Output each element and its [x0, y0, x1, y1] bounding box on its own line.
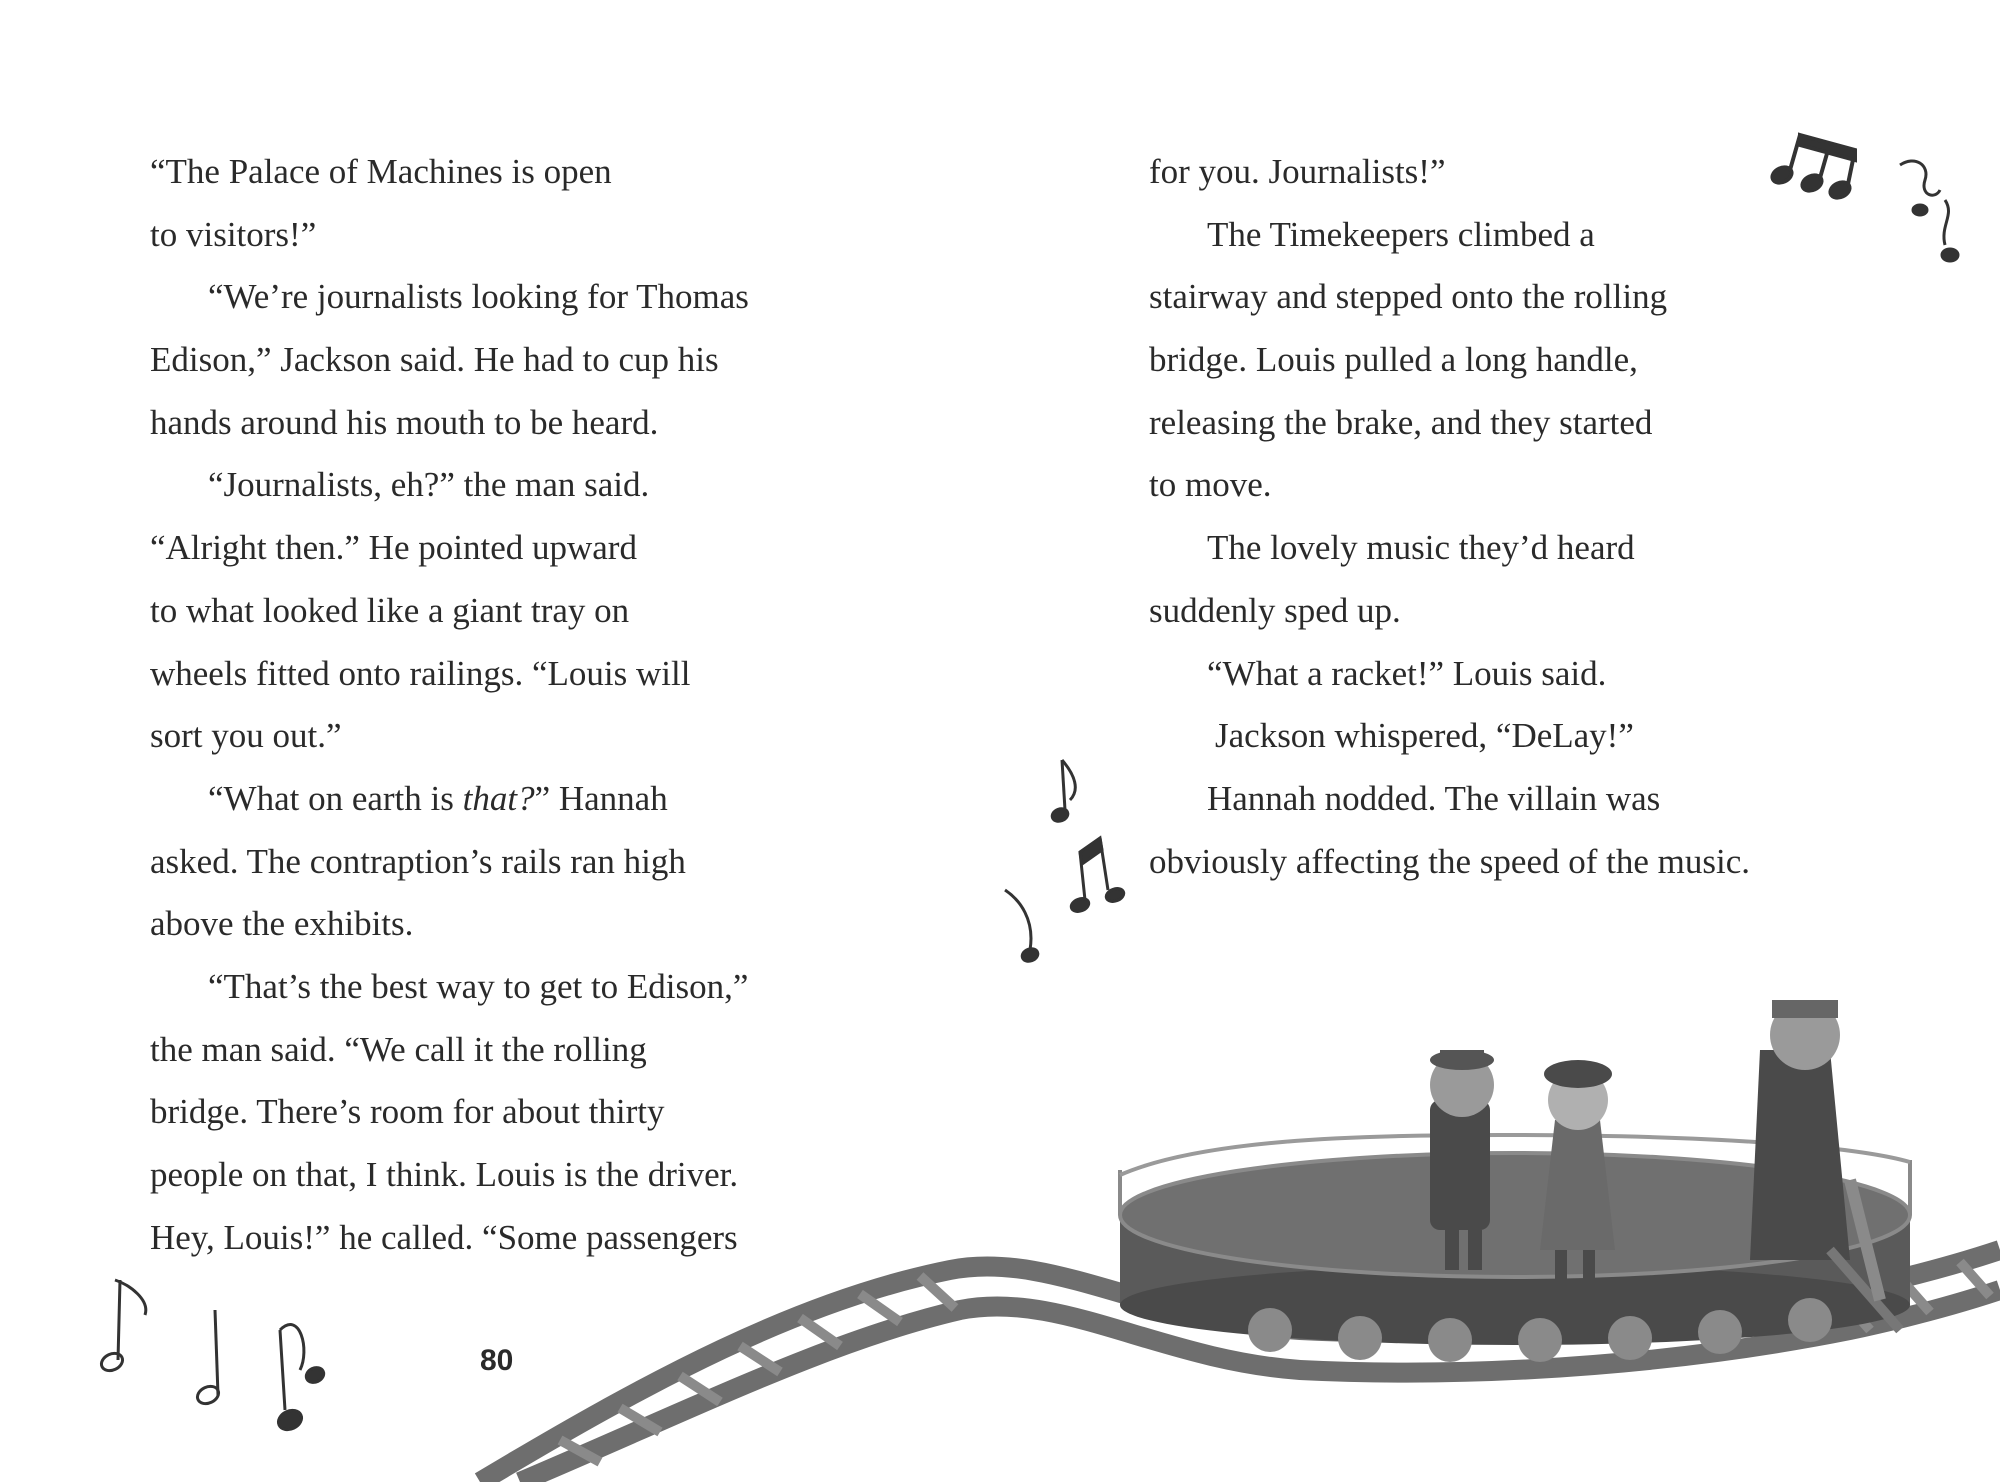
- text-line: suddenly sped up.: [1149, 590, 1401, 630]
- text-line: to visitors!”: [150, 214, 317, 254]
- text-line: “We’re journalists looking for Thomas: [208, 277, 749, 317]
- text-fragment: ” Hannah: [534, 778, 668, 818]
- text-fragment: “What on earth is: [208, 778, 463, 818]
- page-number: 80: [480, 1344, 514, 1377]
- text-line: obviously affecting the speed of the music.: [1149, 841, 1751, 881]
- text-line: Edison,” Jackson said. He had to cup his: [150, 340, 719, 380]
- text-line: for you. Journalists!”: [1149, 152, 1446, 191]
- music-note-icon: [1900, 161, 1958, 261]
- text-line: the man said. “We call it the rolling: [150, 1029, 647, 1069]
- text-line: to move.: [1149, 465, 1272, 505]
- text-line: bridge. There’s room for about thirty: [150, 1092, 665, 1132]
- text-line: “The Palace of Machines is open: [150, 152, 612, 191]
- text-line: wheels fitted onto railings. “Louis will: [150, 653, 691, 693]
- text-line: “What a racket!” Louis said.: [1207, 653, 1607, 693]
- text-line: Hey, Louis!” he called. “Some passengers: [150, 1217, 738, 1257]
- music-note-icon: [1770, 135, 1855, 201]
- text-line: hands around his mouth to be heard.: [150, 402, 659, 442]
- text-line: The Timekeepers climbed a: [1207, 214, 1595, 254]
- music-note-icon: [99, 1280, 326, 1433]
- text-line: to what looked like a giant tray on: [150, 590, 630, 630]
- text-line: stairway and stepped onto the rolling: [1149, 277, 1668, 317]
- text-line: above the exhibits.: [150, 904, 414, 944]
- text-line: people on that, I think. Louis is the driver.: [150, 1155, 739, 1194]
- text-line: bridge. Louis pulled a long handle,: [1149, 340, 1638, 380]
- text-line: The lovely music they’d heard: [1207, 528, 1635, 568]
- text-line: “Journalists, eh?” the man said.: [208, 465, 650, 505]
- italic-word: that?: [462, 778, 535, 818]
- text-line: Hannah nodded. The villain was: [1207, 778, 1661, 818]
- text-line: releasing the brake, and they started: [1149, 402, 1653, 442]
- text-line: “That’s the best way to get to Edison,”: [208, 966, 749, 1006]
- text-line: Jackson whispered, “DeLay!”: [1215, 716, 1634, 756]
- text-line: asked. The contraption’s rails ran high: [150, 841, 686, 881]
- text-line: “Alright then.” He pointed upward: [150, 528, 637, 568]
- hannah-figure: [1540, 1060, 1615, 1280]
- text-line: sort you out.”: [150, 716, 342, 756]
- music-note-icon: [1005, 760, 1126, 963]
